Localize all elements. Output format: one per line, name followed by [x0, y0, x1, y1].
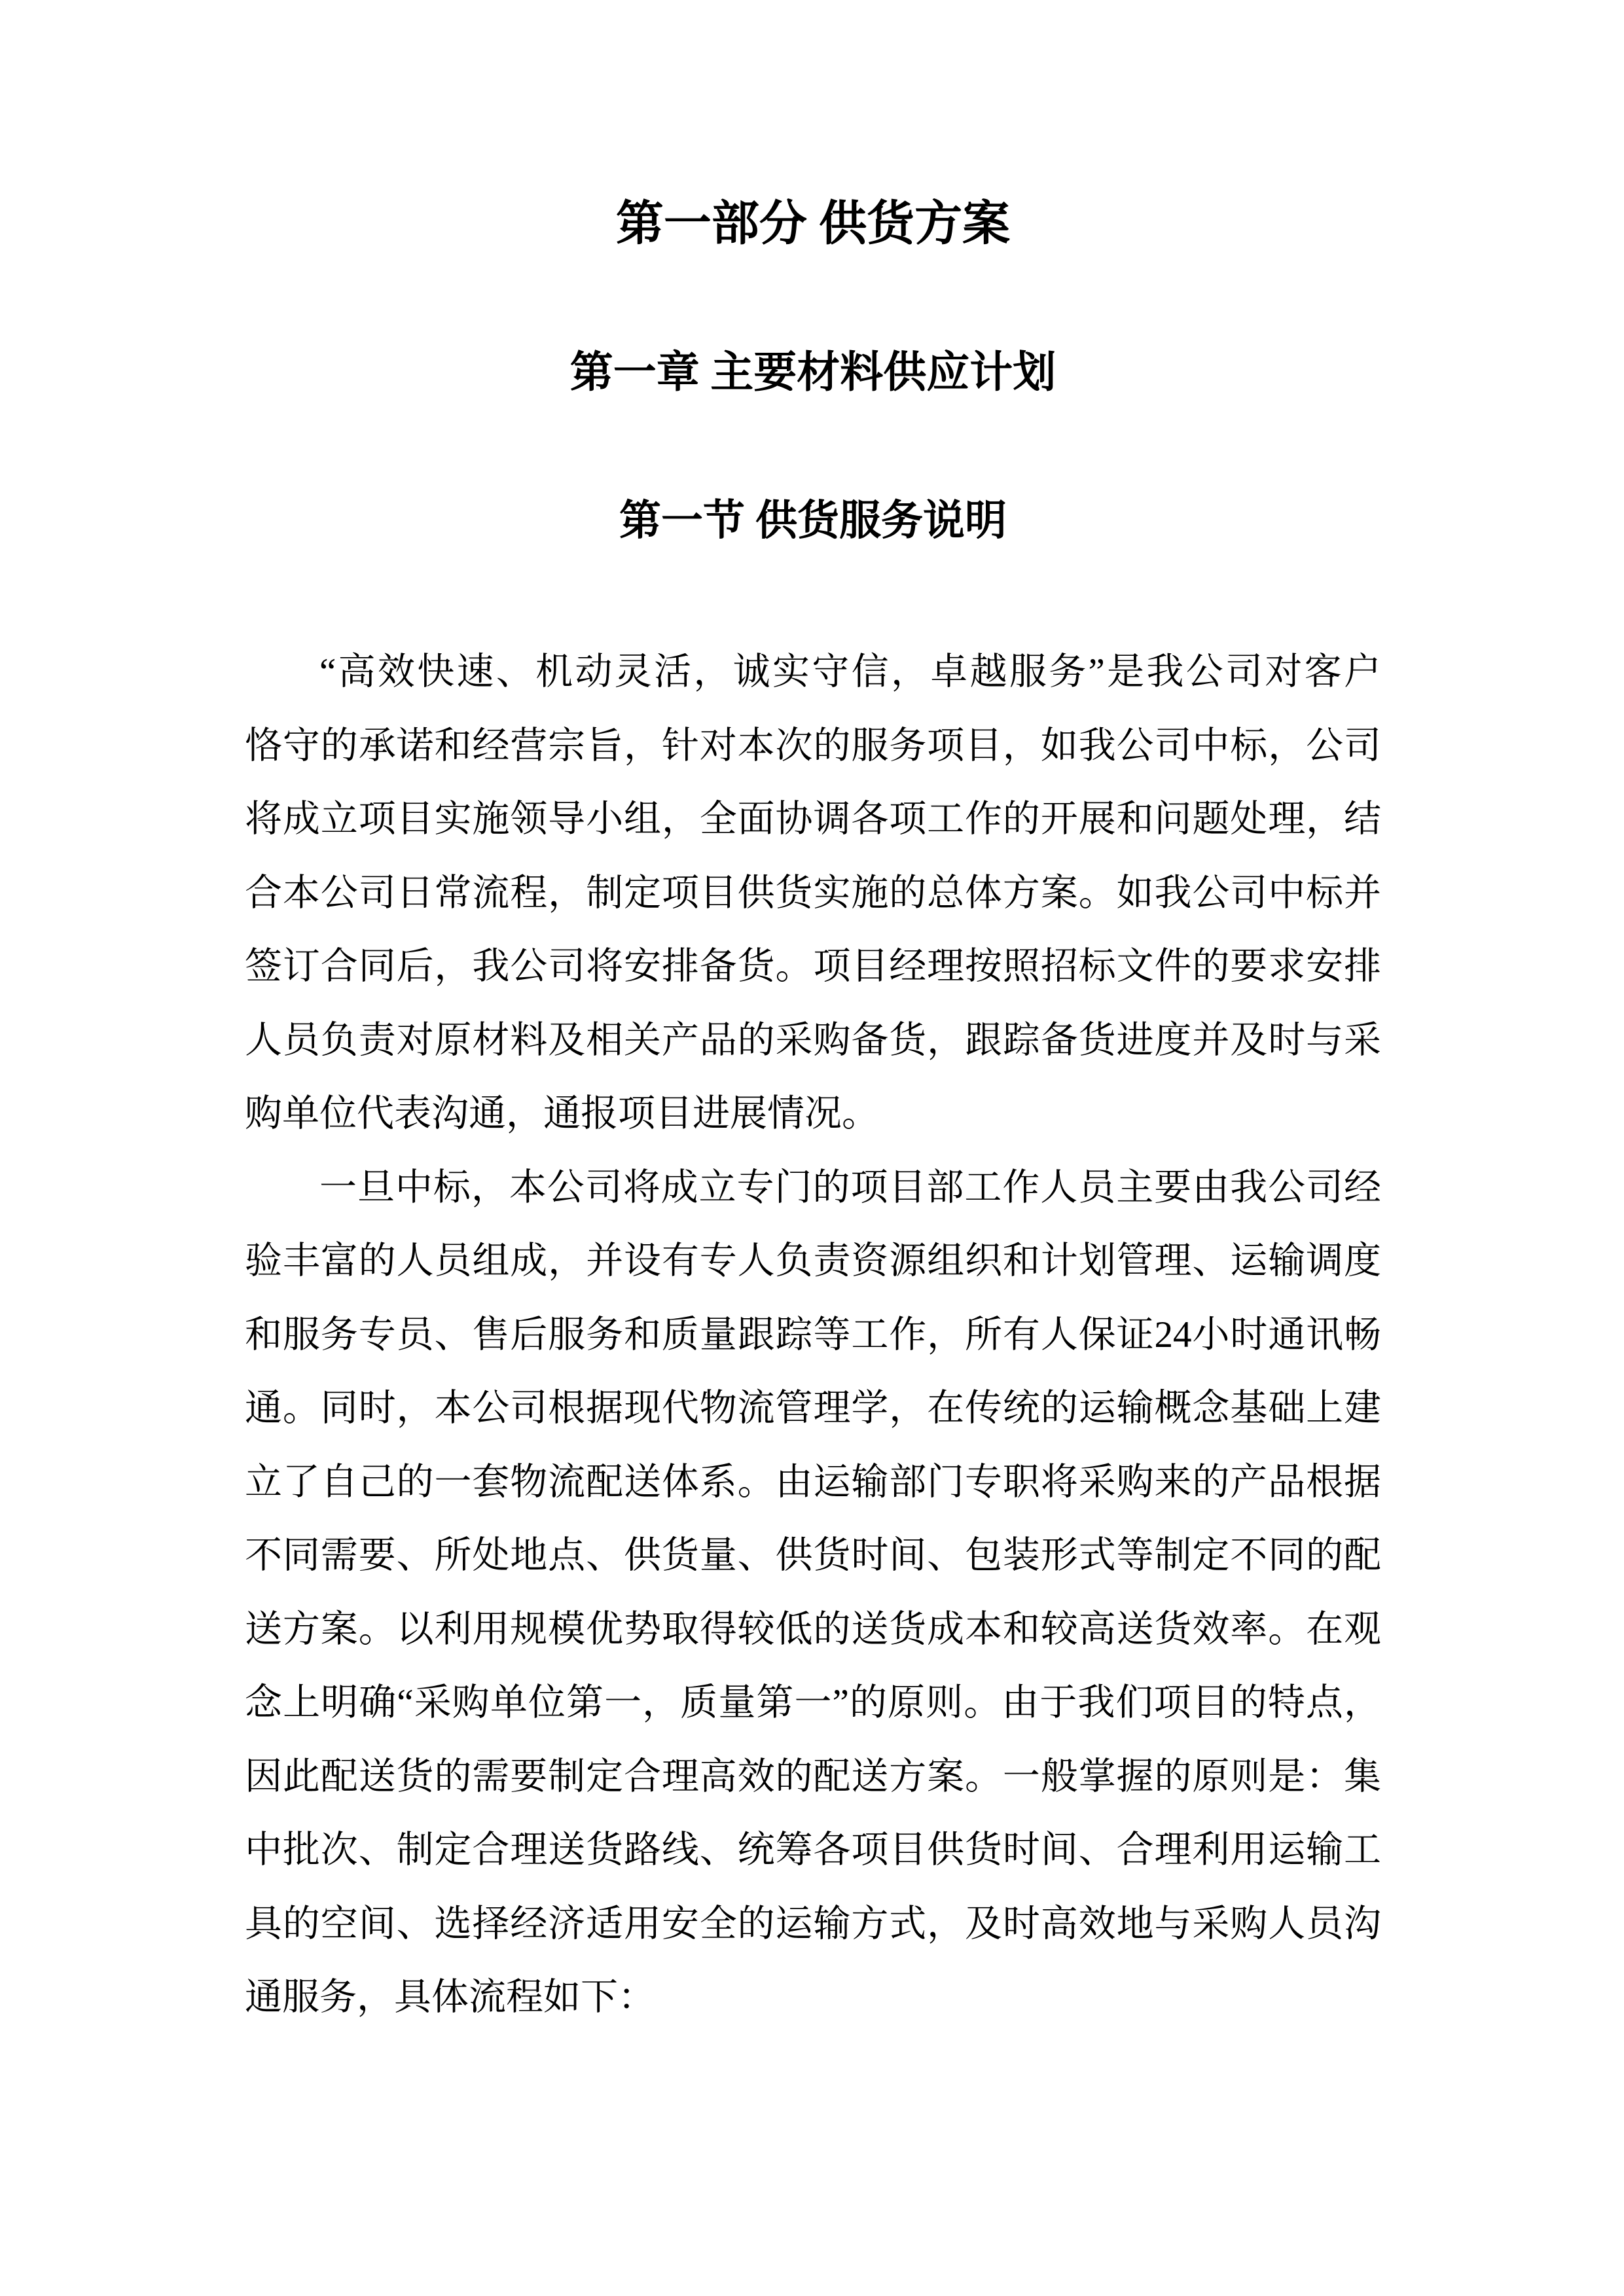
body-line: 合本公司日常流程，制定项目供货实施的总体方案。如我公司中标并 [245, 872, 1381, 914]
body-line: 立了自己的一套物流配送体系。由运输部门专职将采购来的产品根据 [245, 1461, 1381, 1503]
body-line: 恪守的承诺和经营宗旨，针对本次的服务项目，如我公司中标，公司 [245, 725, 1381, 766]
paragraph [245, 636, 1381, 1151]
body-line: 送方案。以利用规模优势取得较低的送货成本和较高送货效率。在观 [245, 1608, 1381, 1650]
body-line: 因此配送货的需要制定合理高效的配送方案。一般掌握的原则是：集 [245, 1755, 1381, 1797]
body-line: 一旦中标，本公司将成立专门的项目部工作人员主要由我公司经 [319, 1166, 1381, 1208]
heading-section: 第一节 供货服务说明 [619, 497, 1007, 544]
body-line: 验丰富的人员组成，并设有专人负责资源组织和计划管理、运输调度 [245, 1240, 1381, 1282]
body-line: 通。同时，本公司根据现代物流管理学，在传统的运输概念基础上建 [245, 1388, 1381, 1429]
body-line: 具的空间、选择经济适用安全的运输方式，及时高效地与采购人员沟 [245, 1903, 1381, 1945]
body-line: 签订合同后，我公司将安排备货。项目经理按照招标文件的要求安排 [245, 946, 1381, 987]
body-line: 和服务专员、售后服务和质量跟踪等工作，所有人保证24小时通讯畅 [245, 1314, 1381, 1355]
body-line: 将成立项目实施领导小组，全面协调各项工作的开展和问题处理，结 [245, 798, 1381, 840]
paragraph [245, 1151, 1381, 2035]
body-line: 不同需要、所处地点、供货量、供货时间、包装形式等制定不同的配 [245, 1535, 1381, 1576]
heading-chapter: 第一章 主要材料供应计划 [569, 349, 1056, 397]
document-body [245, 636, 1381, 2035]
heading-part: 第一部分 供货方案 [615, 197, 1011, 250]
body-line: 念上明确“采购单位第一，质量第一”的原则。由于我们项目的特点， [245, 1682, 1381, 1723]
body-line: 中批次、制定合理送货路线、统筹各项目供货时间、合理利用运输工 [245, 1829, 1381, 1871]
body-line: 人员负责对原材料及相关产品的采购备货，跟踪备货进度并及时与采 [245, 1019, 1381, 1061]
body-line: “高效快速、机动灵活，诚实守信，卓越服务”是我公司对客户 [319, 651, 1381, 692]
body-line: 购单位代表沟通，通报项目进展情况。 [245, 1093, 879, 1134]
body-line: 通服务，具体流程如下： [245, 1977, 655, 2018]
document-content [0, 199, 1624, 2035]
